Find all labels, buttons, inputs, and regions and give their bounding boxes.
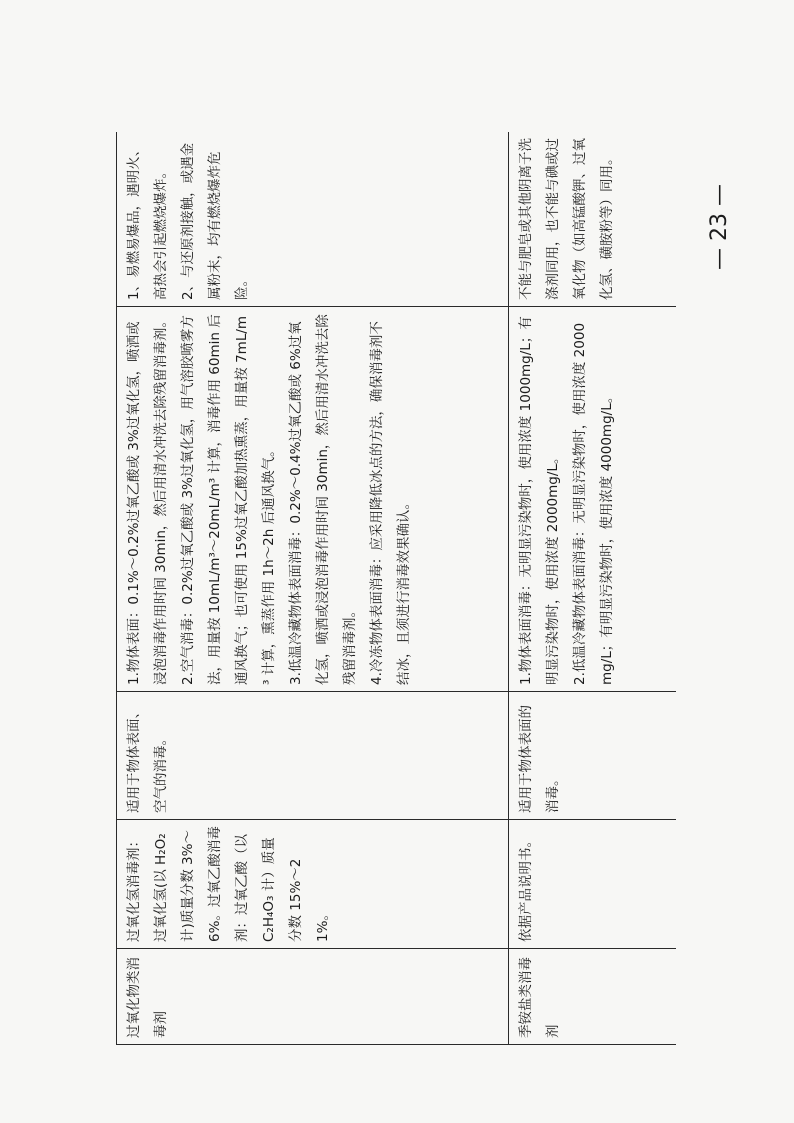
note-item: 不能与肥皂或其他阴离子洗涤剂同用，也不能与碘或过氧化物（如高锰酸钾、过氧化氢、磺胺粉等）同用。 bbox=[518, 138, 615, 300]
usage-item: 1.物体表面：0.1%～0.2%过氧乙酸或 3%过氧化氢，喷洒或浸泡消毒作用时间 30min，然后用清水冲洗去除残留消毒剂。 bbox=[126, 314, 169, 685]
notes-cell bbox=[117, 132, 509, 307]
usage-cell bbox=[509, 307, 677, 692]
disinfectant-table bbox=[116, 132, 676, 1045]
disinfectant-table-frame bbox=[116, 132, 676, 1045]
category-cell: 过氧化物类消毒剂 bbox=[117, 949, 509, 1045]
usage-item: 1.物体表面消毒：无明显污染物时，使用浓度 1000mg/L；有明显污染物时，使用浓度 2000mg/L。 bbox=[518, 316, 561, 685]
ingredients-cell: 过氧化氢消毒剂：过氧化氢(以 H₂O₂ 计)质量分数 3%～6%。过氧乙酸消毒剂：过氧乙酸（以 C₂H₄O₃ 计）质量分数 15%～21%。 bbox=[117, 820, 509, 949]
category-cell: 季铵盐类消毒剂 bbox=[509, 949, 677, 1045]
scope-cell: 适用于物体表面、空气的消毒。 bbox=[117, 692, 509, 820]
ingredients-cell: 依据产品说明书。 bbox=[509, 820, 677, 949]
usage-cell bbox=[117, 307, 509, 692]
usage-item: 4.冷冻物体表面消毒：应采用降低冰点的方法，确保消毒剂不结冰，且须进行消毒效果确认。 bbox=[369, 321, 412, 685]
usage-item: 2.空气消毒：0.2%过氧乙酸或 3%过氧化氢，用气溶胶喷雾方法，用量按 10mL/m³～20mL/m³ 计算，消毒作用 60min 后通风换气；也可使用 15%过氧乙酸加热熏蒸，用量按 7mL/m³ 计算，熏蒸作用 1h～2h 后通风换气。 bbox=[180, 314, 277, 685]
table-row bbox=[509, 132, 677, 1045]
notes-cell bbox=[509, 132, 677, 307]
note-item: 1、易燃易爆品，遇明火、高热会引起燃烧爆炸。 bbox=[126, 142, 169, 300]
scope-cell: 适用于物体表面的消毒。 bbox=[509, 692, 677, 820]
usage-item: 2.低温冷藏物体表面消毒：无明显污染物时，使用浓度 2000mg/L；有明显污染物时，使用浓度 4000mg/L。 bbox=[572, 322, 615, 685]
note-item: 2、与还原剂接触，或遇金属粉末，均有燃烧爆炸危险。 bbox=[180, 142, 250, 300]
page-number: — 23 — bbox=[707, 184, 732, 270]
usage-item: 3.低温冷藏物体表面消毒：0.2%～0.4%过氧乙酸或 6%过氧化氢，喷洒或浸泡消毒作用时间 30min，然后用清水冲洗去除残留消毒剂。 bbox=[288, 314, 358, 685]
table-row bbox=[117, 132, 509, 1045]
